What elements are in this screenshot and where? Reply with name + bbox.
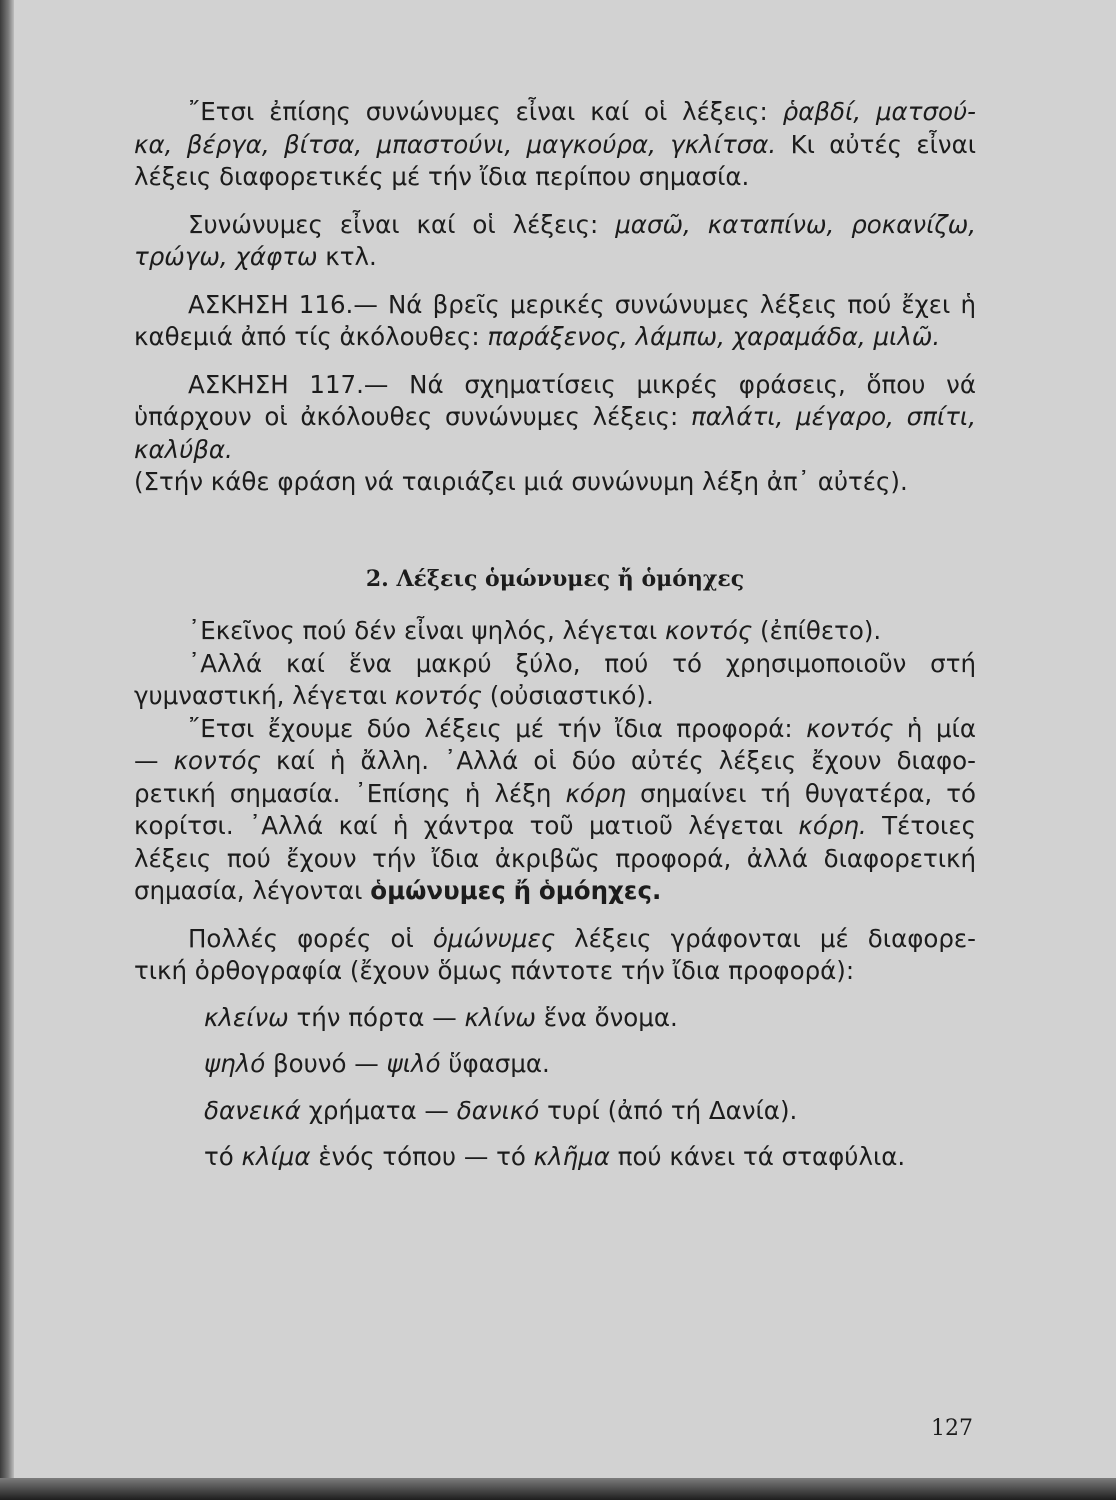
homonym-para-3-line-2: — κοντός καί ἡ ἄλλη. ᾿Αλλά οἱ δύο αὐτές λέξεις ἔχουν διαφο- xyxy=(134,746,976,775)
homonym-para-3-line-1: ῎Ετσι ἔχουμε δύο λέξεις μέ τήν ἴδια προφορά: κοντός ἡ μία xyxy=(188,713,976,743)
synonyms-intro-line-1: ῎Ετσι ἐπίσης συνώνυμες εἶναι καί οἱ λέξεις: ῥαβδί, ματσού- xyxy=(188,97,976,126)
section-heading: 2. Λέξεις ὁμώνυμες ἤ ὁμόηχες xyxy=(365,565,745,592)
synonyms-intro-line-2: κα, βέργα, βίτσα, μπαστούνι, μαγκούρα, γκλίτσα. Κι αὐτές εἶναι xyxy=(134,129,977,159)
example-4: τό κλίμα ἑνός τόπου — τό κλῆμα πού κάνει τά σταφύλια. xyxy=(204,1142,906,1171)
exercise-117-line-4: (Στήν κάθε φράση νά ταιριάζει μιά συνώνυμη λέξη ἀπ᾿ αὐτές). xyxy=(134,467,908,496)
book-binding-shadow xyxy=(0,0,14,1500)
exercise-117-line-3: καλύβα. xyxy=(134,434,233,464)
exercise-116-line-1: ΑΣΚΗΣΗ 116.— Νά βρεῖς μερικές συνώνυμες λέξεις πού ἔχει ἡ xyxy=(188,289,976,319)
scan-bottom-edge xyxy=(0,1478,1116,1500)
page-text xyxy=(134,96,976,1174)
exercise-117-line-1: ΑΣΚΗΣΗ 117.— Νά σχηματίσεις μικρές φράσεις, ὅπου νά xyxy=(188,369,976,399)
homonym-para-2-line-1: ᾿Αλλά καί ἕνα μακρύ ξύλο, πού τό χρησιμοποιοῦν στή xyxy=(188,648,976,678)
homonym-para-3-line-3: ρετική σημασία. ᾿Επίσης ἡ λέξη κόρη σημαίνει τή θυγατέρα, τό xyxy=(134,778,976,808)
page-number: 127 xyxy=(931,1416,973,1441)
spelling-para-line-2: τική ὀρθογραφία (ἔχουν ὅμως πάντοτε τήν ἴδια προφορά): xyxy=(134,956,855,985)
homonym-para-2-line-2: γυμναστική, λέγεται κοντός (οὐσιαστικό). xyxy=(134,681,654,710)
example-1: κλείνω τήν πόρτα — κλίνω ἕνα ὄνομα. xyxy=(204,1002,678,1032)
exercise-116-line-2: καθεμιά ἀπό τίς ἀκόλουθες: παράξενος, λάμπω, χαραμάδα, μιλῶ. xyxy=(134,322,941,351)
homonym-para-1: ᾿Εκεῖνος πού δέν εἶναι ψηλός, λέγεται κοντός (ἐπίθετο). xyxy=(188,616,882,645)
verbs-para-line-1: Συνώνυμες εἶναι καί οἱ λέξεις: μασῶ, καταπίνω, ροκανίζω, xyxy=(188,209,976,239)
example-3: δανεικά χρήματα — δανικό τυρί (ἀπό τή Δανία). xyxy=(204,1095,798,1125)
exercise-117-line-2: ὑπάρχουν οἱ ἀκόλουθες συνώνυμες λέξεις: παλάτι, μέγαρο, σπίτι, xyxy=(134,402,976,431)
homonym-para-3-line-4: κορίτσι. ᾿Αλλά καί ἡ χάντρα τοῦ ματιοῦ λέγεται κόρη. Τέτοιες xyxy=(134,811,976,840)
homonym-para-3-line-5: λέξεις πού ἔχουν τήν ἴδια ἀκριβῶς προφορά, ἀλλά διαφορετική xyxy=(134,843,976,873)
homonym-para-3-line-6: σημασία, λέγονται ὁμώνυμες ἤ ὁμόηχες. xyxy=(134,876,662,905)
synonyms-intro-line-3: λέξεις διαφορετικές μέ τήν ἴδια περίπου σημασία. xyxy=(134,162,750,191)
verbs-para-line-2: τρώγω, χάφτω κτλ. xyxy=(134,242,377,271)
example-2: ψηλό βουνό — ψιλό ὕφασμα. xyxy=(204,1049,550,1078)
spelling-para-line-1: Πολλές φορές οἱ ὁμώνυμες λέξεις γράφονται μέ διαφορε- xyxy=(188,923,977,953)
